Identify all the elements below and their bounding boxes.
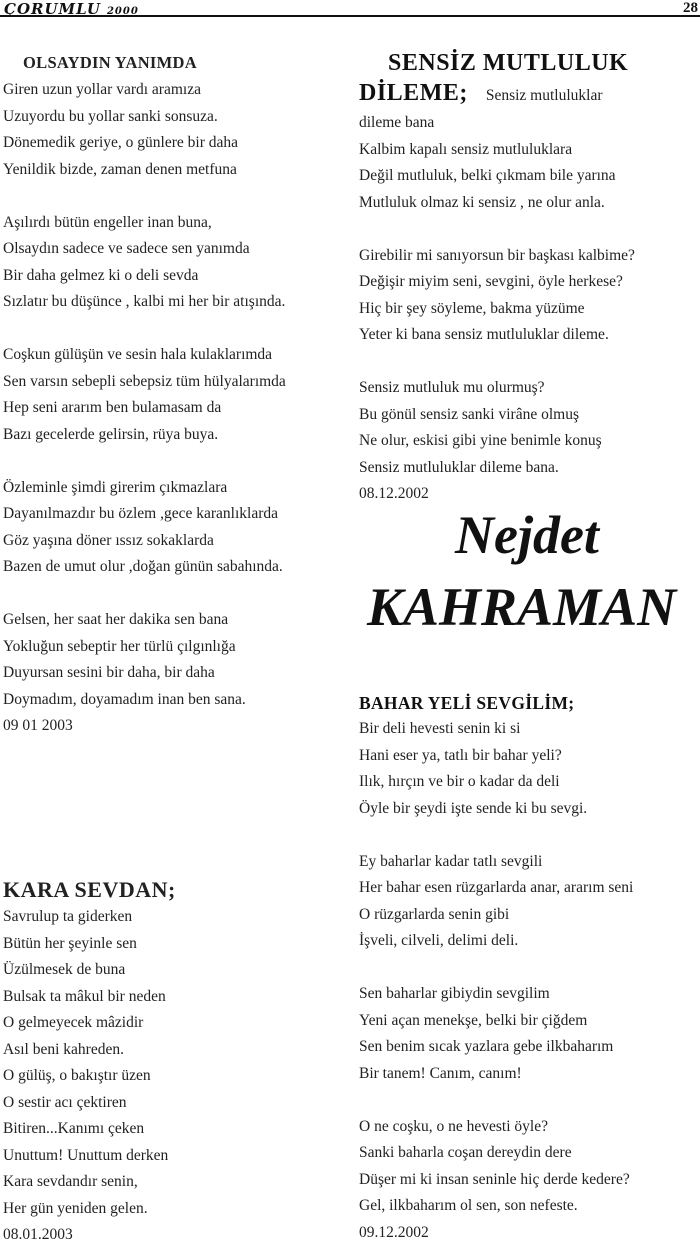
poem-line: Asıl beni kahreden.: [3, 1040, 124, 1058]
poem-line: Yeter ki bana sensiz mutluluklar dileme.: [359, 326, 609, 343]
poem-line: Her gün yeniden gelen.: [3, 1199, 148, 1217]
poem-line: Olsaydın sadece ve sadece sen yanımda: [3, 240, 250, 257]
poem-line: Bulsak ta mâkul bir neden: [3, 987, 166, 1005]
stanza-gap: [3, 448, 355, 475]
poem-line: Giren uzun yollar vardı aramıza: [3, 81, 201, 98]
poem-line: Aşılırdı bütün engeller inan buna,: [3, 213, 212, 231]
poem-line: Kara sevdandır senin,: [3, 1173, 138, 1190]
poem-line: dileme bana: [359, 114, 435, 131]
poem-line: Bir deli hevesti senin ki si: [359, 720, 521, 737]
poem-line: Sızlatır bu düşünce , kalbi mi her bir atışında.: [3, 293, 286, 310]
poem-line: Dönemedik geriye, o günlere bir daha: [3, 134, 238, 151]
poem-line: Bitiren...Kanımı çeken: [3, 1120, 145, 1137]
page-header: [0, 0, 700, 20]
poem-line: Gelsen, her saat her dakika sen bana: [3, 611, 229, 628]
poem-line: Girebilir mi sanıyorsun bir başkası kalbime?: [359, 246, 635, 264]
poem-line: Gel, ilkbaharım ol sen, son nefeste.: [359, 1197, 578, 1214]
poem-date: 09 01 2003: [3, 717, 73, 734]
poem-line: O sestir acı çektiren: [3, 1093, 127, 1111]
poem-line: Sensiz mutluluk mu olurmuş?: [359, 379, 545, 396]
stanza-gap: [359, 216, 635, 243]
stanza-gap: [359, 349, 635, 376]
poem-title-word: DİLEME;: [359, 80, 468, 106]
poem-line: Her bahar esen rüzgarlarda anar, ararım seni: [359, 879, 634, 896]
stanza-gap: [3, 316, 355, 343]
poem-sensiz-mutluluk: [359, 110, 635, 508]
poem-title: BAHAR YELİ SEVGİLİM;: [359, 693, 575, 713]
stanza-gap: [359, 955, 633, 982]
stanza-gap: [3, 183, 355, 210]
poem-title: OLSAYDIN YANIMDA: [23, 53, 197, 72]
poem-title-line1: SENSİZ MUTLULUK: [388, 50, 629, 76]
stanza-gap: [359, 822, 633, 849]
poem-kara-sevdan: [3, 876, 355, 1249]
poem-line: Sen varsın sebepli sebepsiz tüm hülyalarımda: [3, 372, 286, 390]
masthead-title: ÇORUMLU: [4, 0, 101, 18]
poem-line: Bazı gecelerde gelirsin, rüya buya.: [3, 425, 219, 443]
poem-date: 09.12.2002: [359, 1223, 429, 1241]
poem-line: Ne olur, eskisi gibi yine benimle konuş: [359, 432, 602, 449]
stanza: [3, 342, 355, 448]
stanza-gap: [3, 581, 355, 608]
stanza: [3, 210, 355, 316]
poem-line: Hep seni ararım ben bulamasam da: [3, 399, 222, 416]
poem-line: O gülüş, o bakıştır üzen: [3, 1067, 151, 1084]
poem-line: Bir tanem! Canım, canım!: [359, 1064, 522, 1082]
poem-line: Savrulup ta giderken: [3, 908, 133, 925]
header-rule: [0, 15, 700, 17]
poem-date: 08.01.2003: [3, 1226, 73, 1243]
page-number: 28: [683, 0, 698, 16]
poem-line: Kalbim kapalı sensiz mutluluklara: [359, 140, 573, 158]
poem-line: Unuttum! Unuttum derken: [3, 1146, 169, 1164]
poem-line: Sanki baharla coşan dereydin dere: [359, 1144, 572, 1161]
poem-line: Dayanılmazdır bu özlem ,gece karanlıklarda: [3, 505, 278, 522]
poem-line: Bazen de umut olur ,doğan günün sabahında.: [3, 558, 283, 575]
poem-line: Coşkun gülüşün ve sesin hala kulaklarımda: [3, 346, 273, 363]
poem-line: Sensiz mutluluklar dileme bana.: [359, 458, 559, 476]
author-first-name: Nejdet: [455, 505, 599, 565]
poem-line: Değil mutluluk, belki çıkmam bile yarına: [359, 167, 616, 184]
poem-line: Sen benim sıcak yazlara gebe ilkbaharım: [359, 1038, 614, 1055]
stanza: [3, 475, 355, 581]
stanza-gap: [359, 1087, 633, 1114]
poem-line: Ilık, hırçın ve bir o kadar da deli: [359, 773, 560, 790]
poem-date: 08.12.2002: [359, 485, 429, 502]
poem-line: Doymadım, doyamadım inan ben sana.: [3, 690, 246, 708]
poem-line: Bir daha gelmez ki o deli sevda: [3, 266, 199, 284]
poem-line: Duyursan sesini bir daha, bir daha: [3, 664, 215, 681]
poem-olsaydin: [3, 53, 355, 740]
poem-line: Sen baharlar gibiydin sevgilim: [359, 985, 550, 1002]
poem-line: Değişir miyim seni, sevgini, öyle herkese?: [359, 273, 623, 290]
masthead-year: 2000: [106, 6, 139, 17]
poem-line: Göz yaşına döner ıssız sokaklarda: [3, 531, 214, 549]
poem-line: Özleminle şimdi girerim çıkmazlara: [3, 478, 228, 496]
poem-line: Hiç bir şey söyleme, bakma yüzüme: [359, 299, 585, 317]
poem-line: Bütün her şeyinle sen: [3, 934, 137, 952]
poem-line: Öyle bir şeydi işte sende ki bu sevgi.: [359, 799, 588, 817]
stanza: [3, 77, 355, 183]
poem-line-start: Sensiz mutluluklar: [485, 87, 603, 104]
poem-line: Bu gönül sensiz sanki virâne olmuş: [359, 405, 579, 423]
poem-line: O rüzgarlarda senin gibi: [359, 905, 510, 923]
poem-line: Hani eser ya, tatlı bir bahar yeli?: [359, 746, 562, 764]
poem-line: Yokluğun sebeptir her türlü çılgınlığa: [3, 637, 236, 655]
poem-title: KARA SEVDAN;: [3, 877, 176, 902]
poem-line: Yenildik bizde, zaman denen metfuna: [3, 160, 237, 178]
poem-line: Ey baharlar kadar tatlı sevgili: [359, 852, 543, 870]
poem-title-line2: [359, 80, 603, 107]
poem-bahar-yeli: [359, 690, 633, 1246]
poem-line: O gelmeyecek mâzidir: [3, 1014, 144, 1031]
poem-line: Düşer mi ki insan seninle hiç derde kedere?: [359, 1170, 630, 1188]
poem-line: O ne coşku, o ne hevesti öyle?: [359, 1117, 548, 1135]
stanza: [3, 607, 355, 713]
poem-line: Yeni açan menekşe, belki bir çiğdem: [359, 1011, 588, 1029]
poem-line: Üzülmesek de buna: [3, 961, 126, 978]
poem-line: İşveli, cilveli, delimi deli.: [359, 932, 519, 949]
poem-line: Uzuyordu bu yollar sanki sonsuza.: [3, 107, 218, 125]
author-last-name: KAHRAMAN: [367, 577, 677, 637]
poem-line: Mutluluk olmaz ki sensiz , ne olur anla.: [359, 193, 605, 211]
